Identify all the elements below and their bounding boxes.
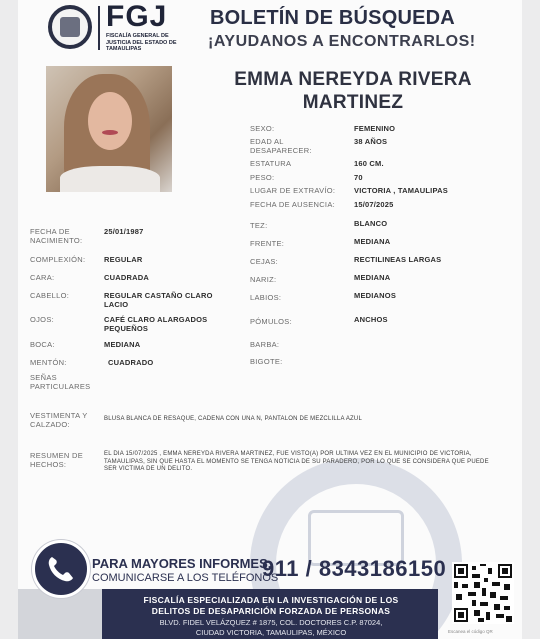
logo-divider — [98, 6, 100, 50]
field-label-menton: MENTÓN: — [30, 358, 67, 367]
phone-icon — [32, 540, 90, 598]
field-label-bigote: BIGOTE: — [250, 357, 283, 366]
field-value-cejas: RECTILINEAS LARGAS — [354, 255, 442, 264]
field-label-barba: BARBA: — [250, 340, 280, 349]
contact-phone-numbers[interactable]: 911 / 8343186150 — [262, 556, 447, 581]
field-value-resumen: EL DIA 15/07/2025 , EMMA NEREYDA RIVERA MARTINEZ, FUE VISTO(A) POR ULTIMA VEZ EN EL MUNICIPIO DE VICTORIA, TAMAULIPAS, SIN QUE HASTA EL MOMENTO SE TENGA NOTICIA DE SU PARADERO, POR LO QUE SE CONSIDERA QUE PUEDE SER VICTIMA DE UN DELITO. — [104, 451, 489, 472]
field-label-ojos: OJOS: — [30, 315, 55, 324]
field-label-edad: EDAD AL DESAPARECER: — [250, 137, 312, 155]
missing-person-photo — [46, 66, 172, 192]
field-label-lugar: LUGAR DE EXTRAVÍO: — [250, 186, 336, 195]
field-label-senas: SEÑAS PARTICULARES — [30, 373, 91, 391]
field-label-vestimenta: VESTIMENTA Y CALZADO: — [30, 411, 88, 429]
field-value-menton: CUADRADO — [108, 358, 154, 367]
field-value-frente: MEDIANA — [354, 237, 391, 246]
agency-address — [106, 618, 436, 638]
field-label-pomulos: PÓMULOS: — [250, 317, 292, 326]
person-name: EMMA NEREYDA RIVERA MARTINEZ — [234, 69, 472, 113]
field-value-fecha-ausencia: 15/07/2025 — [354, 200, 394, 209]
field-label-cejas: CEJAS: — [250, 257, 279, 266]
field-label-cara: CARA: — [30, 273, 55, 282]
field-label-estatura: ESTATURA — [250, 159, 292, 168]
field-value-sexo: FEMENINO — [354, 124, 396, 133]
field-label-complexion: COMPLEXIÓN: — [30, 255, 86, 264]
bulletin-sheet — [18, 0, 522, 639]
field-label-boca: BOCA: — [30, 340, 55, 349]
field-value-tez: BLANCO — [354, 219, 388, 228]
field-value-cabello: REGULAR CASTAÑO CLARO LACIO — [104, 291, 213, 309]
field-value-edad: 38 AÑOS — [354, 137, 388, 146]
agency-name-line2: DELITOS DE DESAPARICIÓN FORZADA DE PERSONAS — [151, 606, 391, 616]
field-value-pomulos: ANCHOS — [354, 315, 388, 324]
logo-text: FGJ — [106, 0, 168, 33]
bulletin-subtitle: ¡AYUDANOS A ENCONTRARLOS! — [208, 33, 476, 50]
field-value-peso: 70 — [354, 173, 363, 182]
logo-subtitle: FISCALÍA GENERAL DE JUSTICIA DEL ESTADO DE TAMAULIPAS — [106, 33, 177, 52]
agency-name-line1: FISCALÍA ESPECIALIZADA EN LA INVESTIGACIÓN DE LOS — [143, 595, 399, 605]
field-label-sexo: SEXO: — [250, 124, 275, 133]
field-value-ojos: CAFÉ CLARO ALARGADOS PEQUEÑOS — [104, 315, 208, 333]
field-value-nariz: MEDIANA — [354, 273, 391, 282]
bulletin-title: BOLETÍN DE BÚSQUEDA — [210, 7, 455, 29]
field-value-labios: MEDIANOS — [354, 291, 397, 300]
field-label-nariz: NARIZ: — [250, 275, 277, 284]
agency-address-line1: BLVD. FIDEL VELÁZQUEZ # 1875, COL. DOCTORES C.P. 87024, — [159, 618, 383, 627]
field-label-resumen: RESUMEN DE HECHOS: — [30, 451, 84, 469]
field-value-estatura: 160 CM. — [354, 159, 384, 168]
qr-code-icon[interactable] — [452, 562, 514, 624]
agency-name — [106, 595, 436, 617]
field-label-labios: LABIOS: — [250, 293, 282, 302]
field-value-cara: CUADRADA — [104, 273, 149, 282]
field-value-boca: MEDIANA — [104, 340, 141, 349]
field-label-cabello: CABELLO: — [30, 291, 70, 300]
agency-address-line2: CIUDAD VICTORIA, TAMAULIPAS, MÉXICO — [195, 628, 347, 637]
field-label-fecha-ausencia: FECHA DE AUSENCIA: — [250, 200, 336, 209]
contact-info-line2: COMUNICARSE A LOS TELÉFONOS — [92, 572, 279, 584]
field-label-frente: FRENTE: — [250, 239, 285, 248]
field-label-tez: TEZ: — [250, 221, 268, 230]
field-value-complexion: REGULAR — [104, 255, 143, 264]
field-value-vestimenta: BLUSA BLANCA DE RESAQUE, CADENA CON UNA N, PANTALON DE MEZCLILLA AZUL — [104, 416, 362, 422]
field-value-lugar: VICTORIA , TAMAULIPAS — [354, 186, 448, 195]
qr-caption: Escanea el código QR — [448, 629, 493, 634]
contact-info-line1: PARA MAYORES INFORMES, — [92, 556, 272, 571]
field-label-fecha-nacimiento: FECHA DE NACIMIENTO: — [30, 227, 83, 245]
field-label-peso: PESO: — [250, 173, 275, 182]
fgj-emblem-icon — [48, 5, 92, 49]
field-value-fecha-nacimiento: 25/01/1987 — [104, 227, 144, 236]
